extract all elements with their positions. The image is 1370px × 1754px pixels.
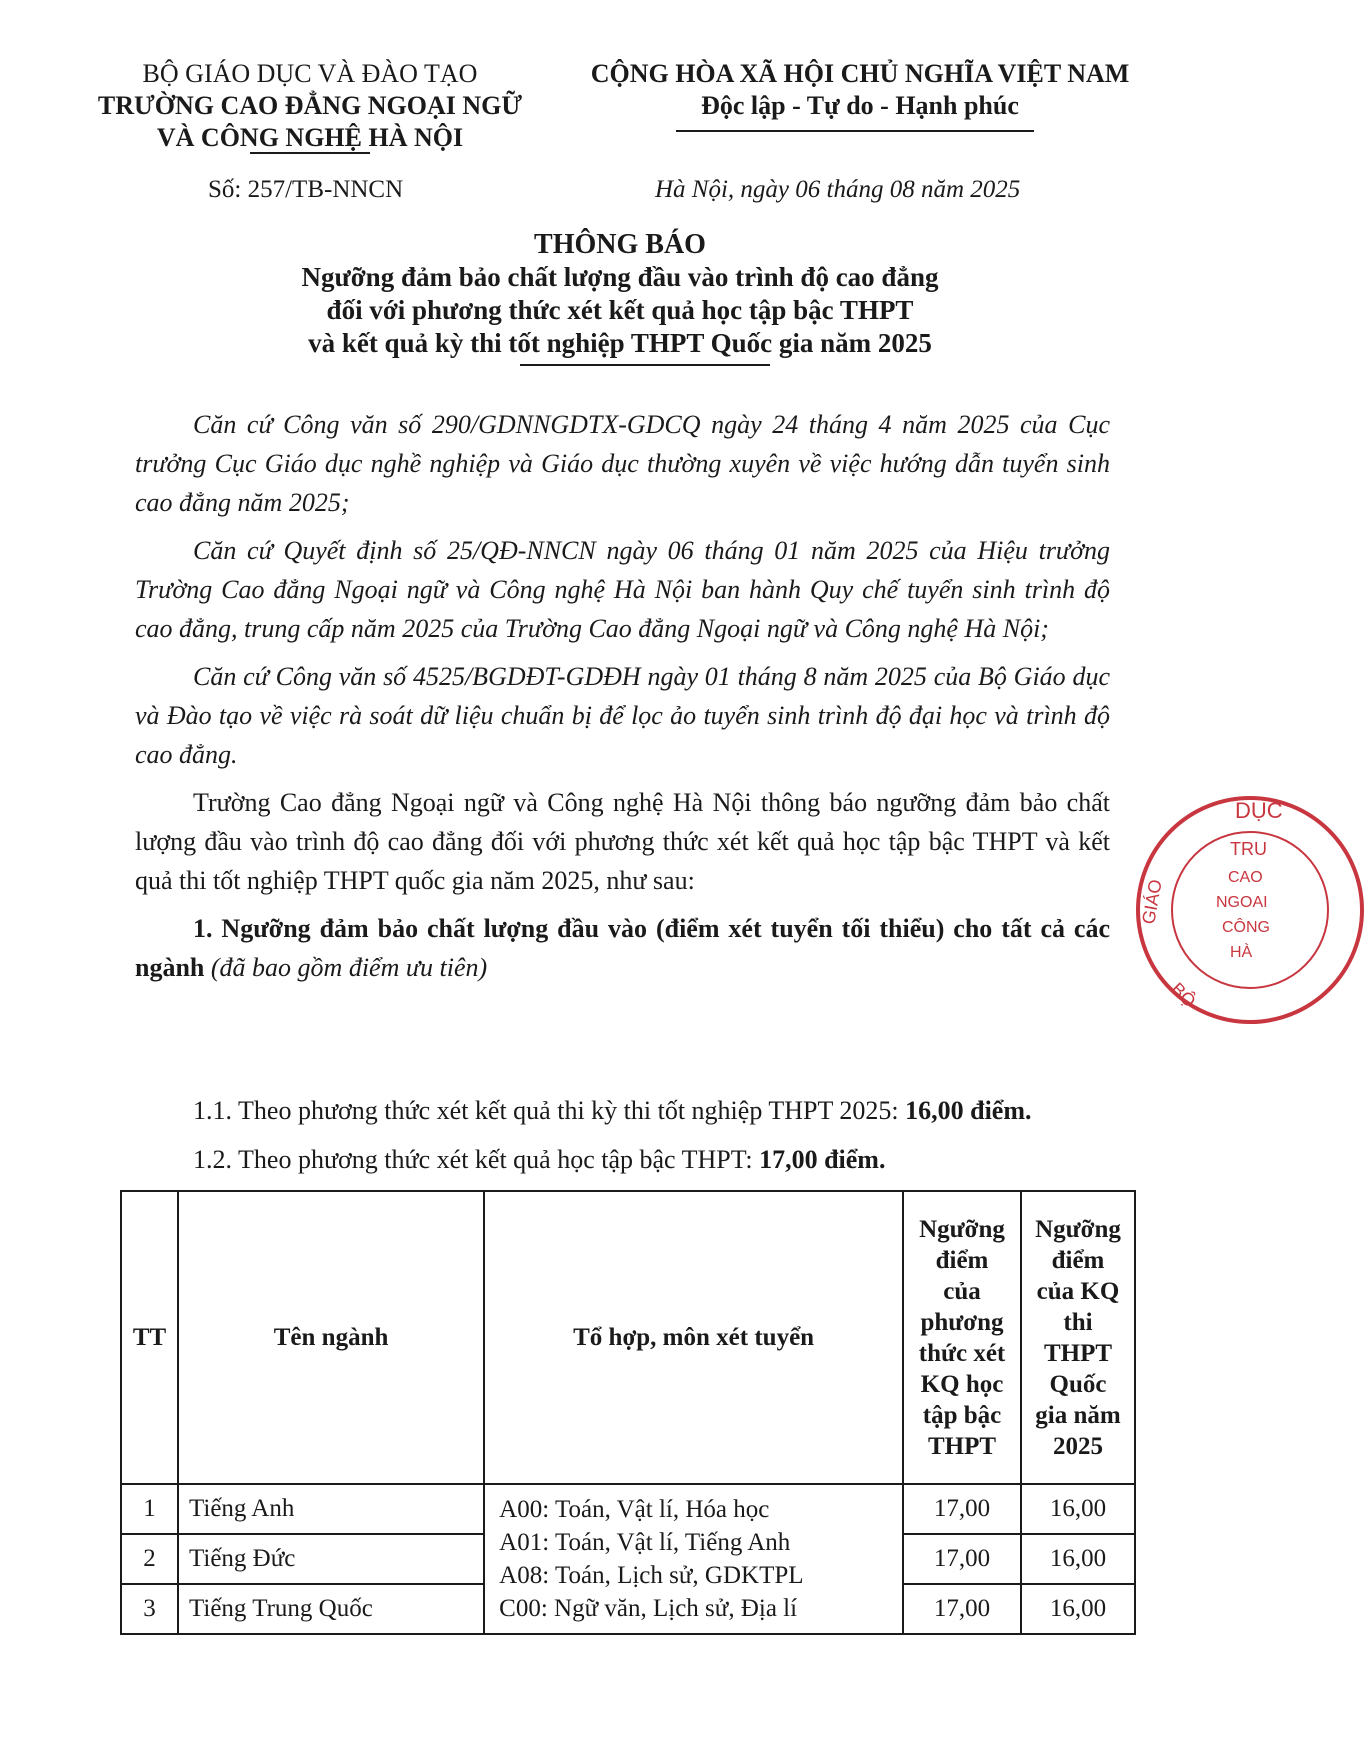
row-tt: 2 <box>121 1534 178 1584</box>
seal-center-line: CÔNG <box>1222 919 1270 936</box>
table-row <box>121 1484 1135 1534</box>
official-seal-stamp <box>1130 790 1370 1030</box>
motto-underline <box>676 130 1034 132</box>
row-hb-threshold: 17,00 <box>903 1534 1021 1584</box>
combo-cell <box>484 1484 903 1634</box>
item-1-2 <box>193 1145 885 1175</box>
col-header-name: Tên ngành <box>178 1191 484 1484</box>
row-hb-threshold: 17,00 <box>903 1584 1021 1634</box>
seal-ring-text-left: GIÁO <box>1138 877 1166 926</box>
title-main: THÔNG BÁO <box>534 229 706 260</box>
seal-center-line: HÀ <box>1230 944 1253 961</box>
row-thpt-threshold: 16,00 <box>1021 1584 1135 1634</box>
seal-center-line: CAO <box>1228 869 1263 886</box>
document-number: Số: 257/TB-NNCN <box>208 176 404 203</box>
row-name: Tiếng Đức <box>178 1534 484 1584</box>
col-header-thpt-threshold: Ngưỡng điểm của KQ thi THPT Quốc gia năm 2025 <box>1021 1191 1135 1484</box>
country-name: CỘNG HÒA XÃ HỘI CHỦ NGHĨA VIỆT NAM <box>590 59 1130 88</box>
document-title <box>160 228 1080 360</box>
threshold-table <box>120 1190 1136 1635</box>
paragraph-announcement: Trường Cao đẳng Ngoại ngữ và Công nghệ Hà Nội thông báo ngưỡng đảm bảo chất lượng đầu vào trình độ cao đẳng đối với phương thức xét kết quả học tập bậc THPT và kết quả thi tốt nghiệp THPT quốc gia năm 2025, như sau: <box>135 788 1110 895</box>
ministry-name: BỘ GIÁO DỤC VÀ ĐÀO TẠO <box>142 59 478 88</box>
seal-ring-text-top: DỤC <box>1235 798 1283 823</box>
row-name: Tiếng Trung Quốc <box>178 1584 484 1634</box>
seal-center-line: TRU <box>1230 839 1267 859</box>
school-name-line2: VÀ CÔNG NGHỆ HÀ NỘI <box>156 123 464 152</box>
col-header-tt: TT <box>121 1191 178 1484</box>
table-header-row <box>121 1191 1135 1484</box>
combo-item: C00: Ngữ văn, Lịch sử, Địa lí <box>499 1595 798 1622</box>
title-line2: Ngưỡng đảm bảo chất lượng đầu vào trình độ cao đẳng <box>301 262 939 292</box>
row-thpt-threshold: 16,00 <box>1021 1534 1135 1584</box>
title-underline <box>520 364 770 366</box>
seal-center-line: NGOAI <box>1216 894 1268 911</box>
header-left-underline <box>250 152 370 154</box>
item-1-2-text: 1.2. Theo phương thức xét kết quả học tập bậc THPT: <box>193 1145 760 1174</box>
row-tt: 3 <box>121 1584 178 1634</box>
item-1-1 <box>193 1096 1032 1126</box>
issuing-organization <box>80 58 540 154</box>
document-date: Hà Nội, ngày 06 tháng 08 năm 2025 <box>655 176 1021 203</box>
combo-item: A01: Toán, Vật lí, Tiếng Anh <box>499 1529 791 1556</box>
combo-item: A00: Toán, Vật lí, Hóa học <box>499 1496 770 1523</box>
section-1-heading <box>135 909 1110 987</box>
seal-ring-text-bottom: BỘ <box>1167 978 1200 1012</box>
school-name-line1: TRƯỜNG CAO ĐẲNG NGOẠI NGỮ <box>97 91 523 120</box>
title-line4: và kết quả kỳ thi tốt nghiệp THPT Quốc gia năm 2025 <box>308 328 932 358</box>
paragraph-legal-basis-2: Căn cứ Quyết định số 25/QĐ-NNCN ngày 06 tháng 01 năm 2025 của Hiệu trưởng Trường Cao đẳng Ngoại ngữ và Công nghệ Hà Nội ban hành Quy chế tuyển sinh trình độ cao đẳng, trung cấp năm 2025 của Trường Cao đẳng Ngoại ngữ và Công nghệ Hà Nội; <box>135 536 1110 643</box>
row-hb-threshold: 17,00 <box>903 1484 1021 1534</box>
paragraph-legal-basis-3: Căn cứ Công văn số 4525/BGDĐT-GDĐH ngày 01 tháng 8 năm 2025 của Bộ Giáo dục và Đào tạo về việc rà soát dữ liệu chuẩn bị để lọc ảo tuyển sinh trình độ đại học và trình độ cao đẳng. <box>135 662 1110 769</box>
col-header-combo: Tổ hợp, môn xét tuyển <box>484 1191 903 1484</box>
paragraph-legal-basis-1: Căn cứ Công văn số 290/GDNNGDTX-GDCQ ngày 24 tháng 4 năm 2025 của Cục trưởng Cục Giáo dục nghề nghiệp và Giáo dục thường xuyên về việc hướng dẫn tuyển sinh cao đẳng năm 2025; <box>135 410 1110 517</box>
row-thpt-threshold: 16,00 <box>1021 1484 1135 1534</box>
document-body <box>135 405 1110 987</box>
section-1-note: (đã bao gồm điểm ưu tiên) <box>210 953 488 982</box>
national-motto <box>560 58 1160 122</box>
combo-item: A08: Toán, Lịch sử, GDKTPL <box>499 1562 804 1589</box>
section-1-title: 1. Ngưỡng đảm bảo chất lượng đầu vào (điểm xét tuyển tối thiểu) cho tất cả các ngành <box>135 914 1110 982</box>
item-1-1-value: 16,00 điểm. <box>905 1096 1032 1125</box>
item-1-1-text: 1.1. Theo phương thức xét kết quả thi kỳ thi tốt nghiệp THPT 2025: <box>193 1096 906 1125</box>
row-name: Tiếng Anh <box>178 1484 484 1534</box>
motto: Độc lập - Tự do - Hạnh phúc <box>701 91 1019 120</box>
col-header-hb-threshold: Ngưỡng điểm của phương thức xét KQ học tập bậc THPT <box>903 1191 1021 1484</box>
item-1-2-value: 17,00 điểm. <box>759 1145 886 1174</box>
title-line3: đối với phương thức xét kết quả học tập bậc THPT <box>326 295 914 325</box>
row-tt: 1 <box>121 1484 178 1534</box>
